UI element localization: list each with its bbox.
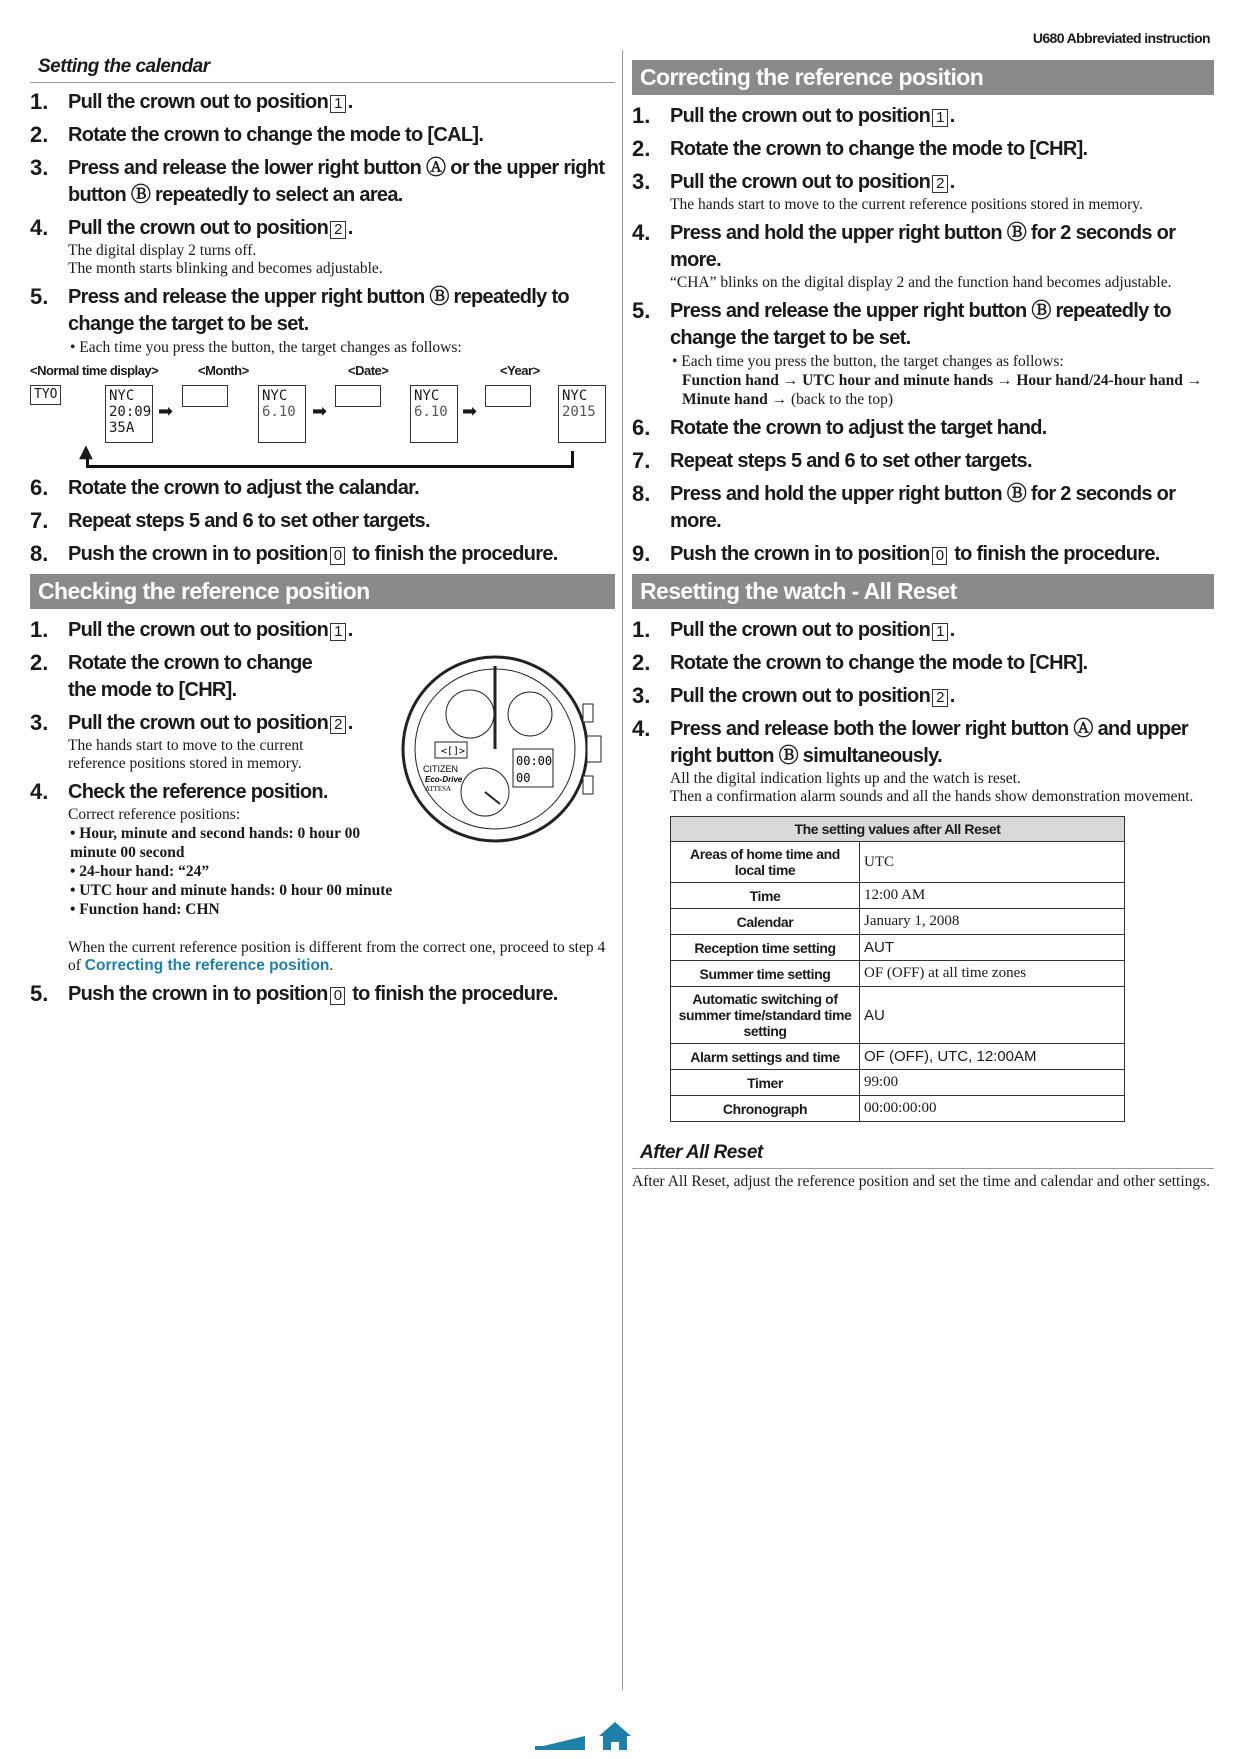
arrow-up-icon: ▲	[79, 441, 93, 462]
cor-step-9: 9. Push the crown in to position 0 to finish the procedure.	[632, 541, 1160, 566]
document-header: U680 Abbreviated instruction	[1032, 30, 1210, 46]
cor-step-2: 2. Rotate the crown to change the mode to [CHR].	[632, 136, 1088, 161]
table-row: Summer time setting OF (OFF) at all time zones	[671, 961, 1125, 987]
position-box: 1	[932, 109, 948, 127]
cor-step-3: 3. Pull the crown out to position 2 . The hands start to move to the current reference positions stored in memory.	[632, 169, 1143, 213]
bottom-nav	[535, 1718, 645, 1759]
label-date: <Date>	[348, 363, 389, 378]
table-header: The setting values after All Reset	[671, 817, 1125, 842]
cal-step-6: 6. Rotate the crown to adjust the calandar.	[30, 475, 419, 500]
table-row: Calendar January 1, 2008	[671, 909, 1125, 935]
chk-step-1: 1. Pull the crown out to position 1 .	[30, 617, 353, 642]
calendar-display-sequence	[30, 363, 615, 471]
position-box: 1	[932, 623, 948, 641]
position-box: 1	[330, 95, 346, 113]
rst-step-3: 3. Pull the crown out to position 2 .	[632, 683, 955, 708]
table-row: Areas of home time and local time UTC	[671, 842, 1125, 883]
label-year: <Year>	[500, 363, 540, 378]
cor-step-7: 7. Repeat steps 5 and 6 to set other targets.	[632, 448, 1032, 473]
position-box: 2	[330, 221, 346, 239]
blank-display	[182, 385, 228, 407]
watch-top-lcd: <[]>	[441, 746, 466, 757]
cal-step-1: 1. Pull the crown out to position 1 .	[30, 89, 353, 114]
watch-model: ATTESA	[425, 785, 452, 793]
cal-step-8: 8. Push the crown in to position 0 to finish the procedure.	[30, 541, 558, 566]
table-row: Chronograph 00:00:00:00	[671, 1096, 1125, 1122]
position-box: 2	[330, 716, 346, 734]
cal-step-2: 2. Rotate the crown to change the mode to [CAL].	[30, 122, 484, 147]
home-icon[interactable]	[599, 1722, 631, 1750]
chk-step-4: 4. Check the reference position. Correct reference positions: • Hour, minute and second hands: 0 hour 00 minute 00 second • 24-hour hand: “24” • UTC hour and minute hands: 0 hour 00 minute • Function hand: CHN When the current reference position is different from the correct one, proceed to step 4 of Correcting the reference position.	[30, 779, 615, 975]
position-box: 1	[330, 623, 346, 641]
blank-display	[335, 385, 381, 407]
cycle-loop-arrow	[86, 451, 574, 468]
table-row: Time 12:00 AM	[671, 883, 1125, 909]
chk-step-5: 5. Push the crown in to position 0 to finish the procedure.	[30, 981, 558, 1006]
rst-step-2: 2. Rotate the crown to change the mode to [CHR].	[632, 650, 1088, 675]
table-row: Automatic switching of summer time/standard time setting AU	[671, 987, 1125, 1044]
correcting-section-title: Correcting the reference position	[632, 60, 1214, 95]
watch-brand: CITIZEN	[423, 764, 458, 774]
cor-step-5: 5. Press and release the upper right button Ⓑ repeatedly to change the target to be set. • Each time you press the button, the target changes as follows: Function hand → UTC hour and minute hands → Hour hand/24-hour hand → Minute hand → (back to the top)	[632, 298, 1203, 408]
label-month: <Month>	[198, 363, 249, 378]
month-display: NYC 6.10	[258, 385, 306, 443]
label-normal: <Normal time display>	[30, 363, 159, 378]
watch-lcd-2: 00	[516, 771, 531, 785]
date-display: NYC 6.10	[410, 385, 458, 443]
reset-section-title: Resetting the watch - All Reset	[632, 574, 1214, 609]
cor-step-4: 4. Press and hold the upper right button Ⓑ for 2 seconds or more. “CHA” blinks on the digital display 2 and the function hand becomes adjustable.	[632, 220, 1176, 291]
table-row: Reception time setting AUT	[671, 935, 1125, 961]
blank-display	[485, 385, 531, 407]
calendar-subhead: Setting the calendar	[30, 52, 615, 83]
normal-small-display: TYO	[30, 385, 61, 405]
cor-step-8: 8. Press and hold the upper right button Ⓑ for 2 seconds or more.	[632, 481, 1176, 532]
cor-step-6: 6. Rotate the crown to adjust the target hand.	[632, 415, 1047, 440]
correcting-reference-link[interactable]: Correcting the reference position	[84, 957, 330, 974]
position-box: 0	[330, 547, 346, 565]
chk-step-2: 2. Rotate the crown to change the mode to [CHR].	[30, 650, 313, 701]
cal-step-3: 3. Press and release the lower right button Ⓐ or the upper right button Ⓑ repeatedly to select an area.	[30, 155, 605, 206]
arrow-right-icon: ➡	[312, 401, 328, 422]
cal-step-4: 4. Pull the crown out to position 2 . The digital display 2 turns off. The month starts blinking and becomes adjustable.	[30, 215, 383, 277]
checking-section-title: Checking the reference position	[30, 574, 615, 609]
watch-line: Eco-Drive	[425, 775, 463, 784]
cal-step-5: 5. Press and release the upper right button Ⓑ repeatedly to change the target to be set. • Each time you press the button, the target changes as follows:	[30, 284, 569, 356]
watch-lcd-1: 00:00	[516, 754, 553, 768]
left-column	[30, 52, 615, 1014]
after-reset-text: After All Reset, adjust the reference position and set the time and calendar and other settings.	[632, 1173, 1211, 1190]
table-row: Alarm settings and time OF (OFF), UTC, 12:00AM	[671, 1044, 1125, 1070]
after-reset-subhead: After All Reset	[632, 1138, 1214, 1169]
table-row: Timer 99:00	[671, 1070, 1125, 1096]
rst-step-4: 4. Press and release both the lower right button Ⓐ and upper right button Ⓑ simultaneously. All the digital indication lights up and the watch is reset. Then a confirmation alarm sounds and all the hands show demonstration movement.	[632, 716, 1194, 805]
position-box: 2	[932, 175, 948, 193]
arrow-right-icon: ➡	[462, 401, 478, 422]
reset-values-table	[670, 816, 1125, 1122]
right-column	[632, 60, 1214, 1191]
rst-step-1: 1. Pull the crown out to position 1 .	[632, 617, 955, 642]
position-box: 0	[330, 987, 346, 1005]
year-display: NYC 2015	[558, 385, 606, 443]
arrow-right-icon: ➡	[158, 401, 174, 422]
normal-big-display: NYC 20:09 35A	[105, 385, 153, 443]
column-divider	[622, 50, 623, 1690]
back-arrow-icon[interactable]	[535, 1736, 585, 1750]
chk-step-3: 3. Pull the crown out to position 2 . The hands start to move to the current reference positions stored in memory.	[30, 710, 353, 772]
reference-note: When the current reference position is different from the correct one, proceed to step 4 of Correcting the reference position.	[68, 939, 606, 974]
position-box: 0	[932, 547, 948, 565]
position-box: 2	[932, 689, 948, 707]
cor-step-1: 1. Pull the crown out to position 1 .	[632, 103, 955, 128]
cal-step-7: 7. Repeat steps 5 and 6 to set other targets.	[30, 508, 430, 533]
watch-illustration	[395, 644, 605, 854]
